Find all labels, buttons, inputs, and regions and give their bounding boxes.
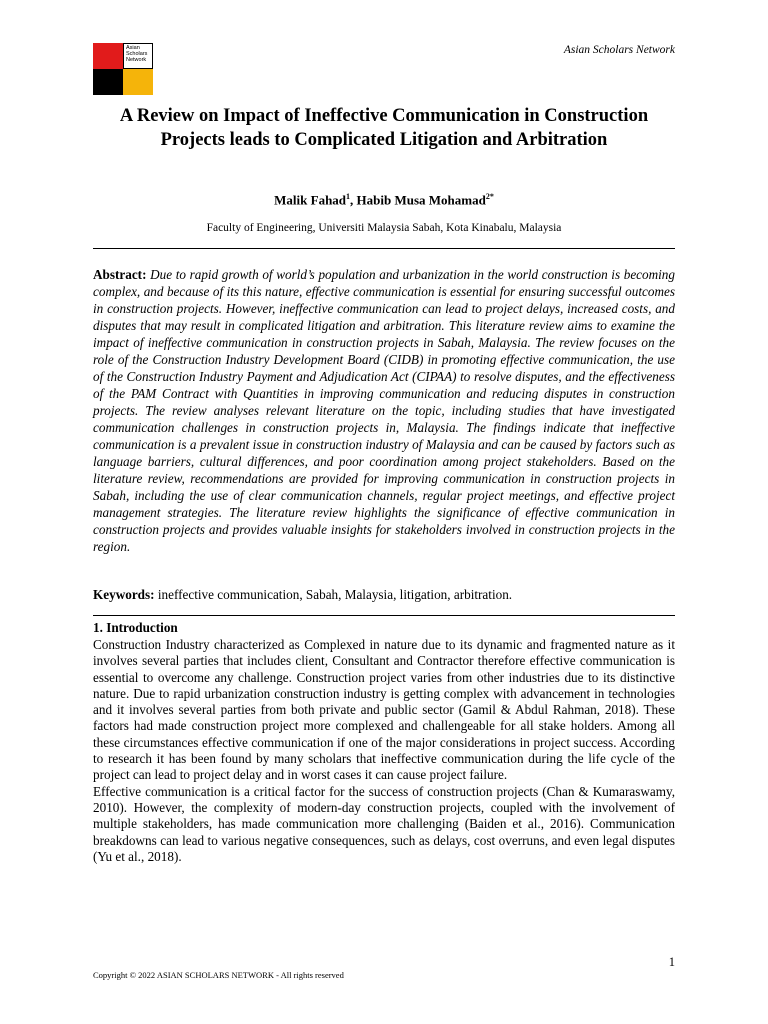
paragraph: Effective communication is a critical factor for the success of construction projects (Chan & Kumaraswamy, 2010). However, the complexity of modern-day construction projects, coupled with the involvement of multiple stakeholders, has made communication more challenging (Baiden et al., 2016). Communication breakdowns can lead to various negative consequences, such as delays, cost overruns, and even legal disputes (Yu et al., 2018). [93, 783, 675, 864]
affiliation: Faculty of Engineering, Universiti Malaysia Sabah, Kota Kinabalu, Malaysia [206, 222, 562, 234]
keywords-label: Keywords: [93, 587, 155, 602]
paragraph: Construction Industry characterized as Complexed in nature due to its dynamic and fragmented nature as it involves several parties that includes client, Consultant and Contractor therefore effective communication is essential to overcome any challenge. Construction project varies from other industries due to its distinctive nature. Due to rapid urbanization construction industry is getting complex with advancement in technologies and it involves several parties from both private and public sector (Gamil & Abdul Rahman, 2018). These factors had made construction project more complexed and challengeable for all stake holders. Among all these circumstances effective communication if one of the major considerations in project success. According to research it has been found by many scholars that ineffective communication during the life cycle of the project can lead to project delay and in worst cases it can cause project failure. [93, 637, 675, 783]
divider-bottom [93, 615, 675, 616]
author-separator: , [350, 192, 357, 208]
abstract-text: Due to rapid growth of world’s population and urbanization in the world construction is becoming complex, and because of its this nature, effective communication is essential for ensuring successful outcomes in construction projects. However, ineffective communication can lead to project delays, increased costs, and disputes that may result in complicated litigation and arbitration. This literature review aims to examine the impact of ineffective communication in construction projects in Sabah, Malaysia. The review focuses on the role of the Construction Industry Development Board (CIDB) in promoting effective communication, the use of the Construction Industry Payment and Adjudication Act (CIPAA) to resolve disputes, and the effectiveness of the PAM Contract with Quantities in improving communication and reducing disputes in construction projects. The review analyses relevant literature on the topic, including studies that have investigated communication challenges in construction projects in, Malaysia. The findings indicate that ineffective communication is a prevalent issue in construction industry of Malaysia and can be caused by factors such as language barriers, cultural differences, and poor coordination among project stakeholders. Based on the literature review, recommendations are provided for improving communication in construction projects in Sabah, including the use of clear communication channels, regular project meetings, and effective project management strategies. The literature review highlights the significance of effective communication in construction projects and provides valuable insights for stakeholders involved in construction projects in the region. [93, 267, 675, 554]
author-affiliation-mark: 2* [485, 192, 494, 201]
author-name: Malik Fahad [274, 192, 347, 208]
divider-top [93, 248, 675, 249]
logo-yellow-square [123, 69, 153, 95]
abstract-block [93, 266, 675, 555]
author-list [93, 192, 675, 208]
logo-red-square [93, 43, 123, 69]
author-affiliation-mark: 1 [346, 192, 351, 201]
copyright-footer: Copyright © 2022 ASIAN SCHOLARS NETWORK - All rights reserved [93, 970, 344, 980]
section-heading: 1. Introduction [93, 620, 178, 635]
logo-text: Asian Scholars Network [126, 45, 148, 63]
introduction-body [93, 637, 675, 865]
keywords-block [93, 586, 675, 603]
author-name: Habib Musa Mohamad [356, 192, 486, 208]
paper-title: A Review on Impact of Ineffective Communication in Construction Projects leads to Complicated Litigation and Arbitration [119, 106, 649, 150]
page-number: 1 [668, 955, 675, 969]
keywords-text: ineffective communication, Sabah, Malaysia, litigation, arbitration. [157, 587, 513, 602]
publisher-logo [93, 43, 153, 95]
running-header: Asian Scholars Network [563, 44, 675, 56]
abstract-label: Abstract: [93, 267, 147, 282]
logo-black-square [93, 69, 123, 95]
